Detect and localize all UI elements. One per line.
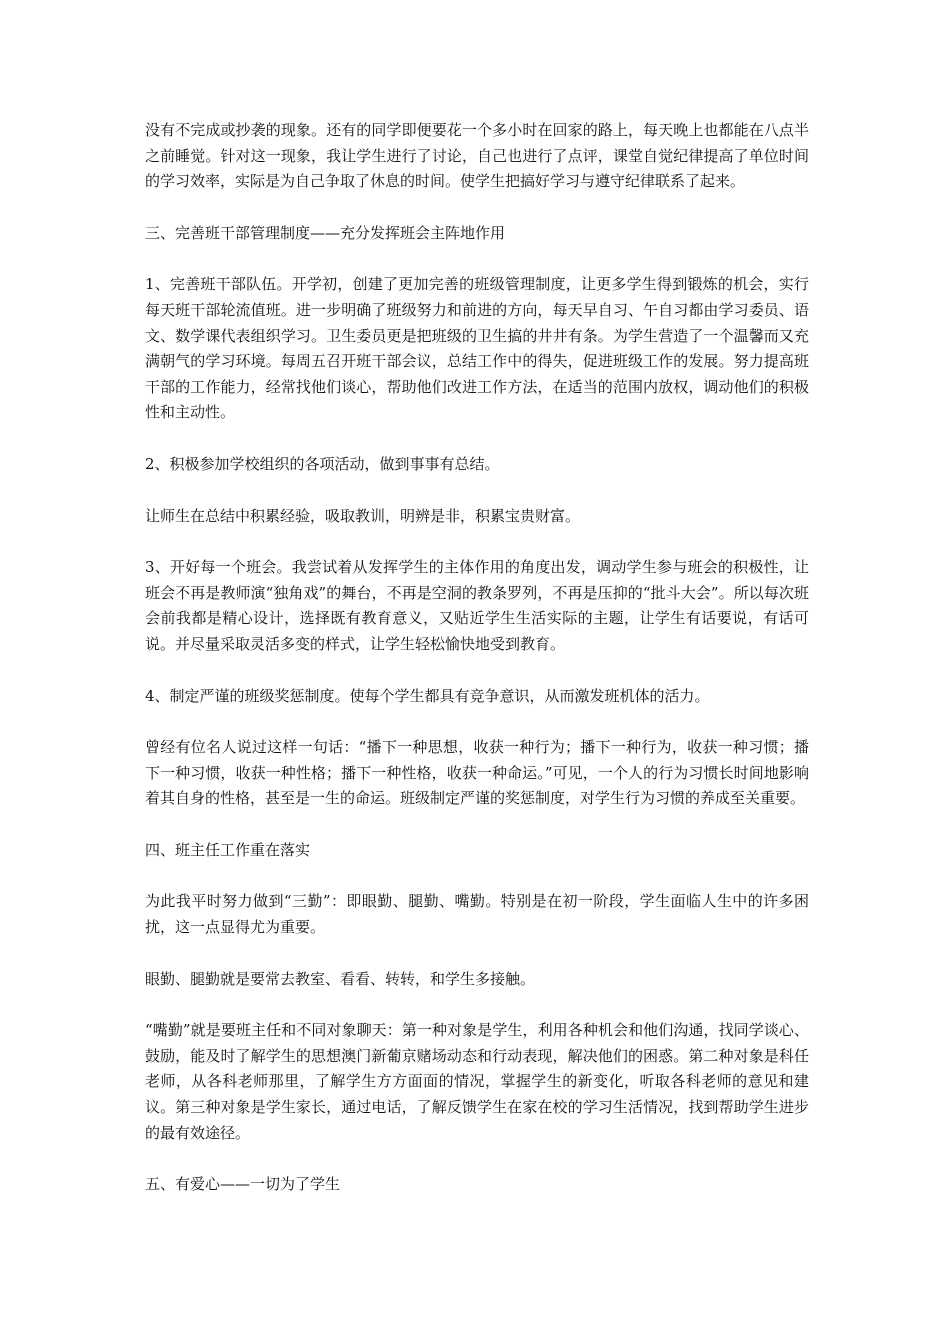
paragraph-continuation: 没有不完成或抄袭的现象。还有的同学即便要花一个多小时在回家的路上，每天晚上也都能在八点半之前睡觉。针对这一现象，我让学生进行了讨论，自己也进行了点评，课堂自觉纪律提高了单位时间的学习效率，实际是为自己争取了休息的时间。使学生把搞好学习与遵守纪律联系了起来。 [145, 121, 809, 191]
paragraph-item-2: 2、积极参加学校组织的各项活动，做到事事有总结。 [145, 454, 500, 473]
section-heading-4: 四、班主任工作重在落实 [145, 840, 311, 859]
paragraph-item-4: 4、制定严谨的班级奖惩制度。使每个学生都具有竞争意识，从而激发班机体的活力。 [145, 686, 710, 705]
paragraph-summary: 让师生在总结中积累经验，吸取教训，明辨是非，积累宝贵财富。 [145, 506, 581, 525]
section-heading-5: 五、有爱心——一切为了学生 [145, 1175, 341, 1194]
paragraph-three-diligences: 为此我平时努力做到“三勤”：即眼勤、腿勤、嘴勤。特别是在初一阶段，学生面临人生中的许多困扰，这一点显得尤为重要。 [145, 892, 809, 937]
paragraph-item-1: 1、完善班干部队伍。开学初，创建了更加完善的班级管理制度，让更多学生得到锻炼的机会，实行每天班干部轮流值班。进一步明确了班级努力和前进的方向，每天早自习、午自习都由学习委员、语文、数学课代表组织学习。卫生委员更是把班级的卫生搞的井井有条。为学生营造了一个温馨而又充满朝气的学习环境。每周五召开班干部会议，总结工作中的得失，促进班级工作的发展。努力提高班干部的工作能力，经常找他们谈心，帮助他们改进工作方法，在适当的范围内放权，调动他们的积极性和主动性。 [145, 275, 809, 422]
paragraph-mouth: “嘴勤”就是要班主任和不同对象聊天：第一种对象是学生，利用各种机会和他们沟通，找同学谈心、鼓励，能及时了解学生的思想澳门新葡京赌场动态和行动表现，解决他们的困惑。第二种对象是科任老师，从各科老师那里，了解学生方方面面的情况，掌握学生的新变化，听取各科老师的意见和建议。第三种对象是学生家长，通过电话，了解反馈学生在家在校的学习生活情况，找到帮助学生进步的最有效途径。 [145, 1021, 809, 1142]
paragraph-eyes-legs: 眼勤、腿勤就是要常去教室、看看、转转，和学生多接触。 [145, 969, 536, 988]
paragraph-quote: 曾经有位名人说过这样一句话：“播下一种思想，收获一种行为；播下一种行为，收获一种习惯；播下一种习惯，收获一种性格；播下一种性格，收获一种命运。”可见，一个人的行为习惯长时间地影响着其自身的性格，甚至是一生的命运。班级制定严谨的奖惩制度，对学生行为习惯的养成至关重要。 [145, 738, 809, 808]
paragraph-item-3: 3、开好每一个班会。我尝试着从发挥学生的主体作用的角度出发，调动学生参与班会的积极性，让班会不再是教师演“独角戏”的舞台，不再是空洞的教条罗列，不再是压抑的“批斗大会”。所以每次班会前我都是精心设计，选择既有教育意义，又贴近学生生活实际的主题，让学生有话要说，有话可说。并尽量采取灵活多变的样式，让学生轻松愉快地受到教育。 [145, 558, 809, 653]
document-body [145, 118, 809, 1224]
section-heading-3: 三、完善班干部管理制度——充分发挥班会主阵地作用 [145, 223, 506, 242]
